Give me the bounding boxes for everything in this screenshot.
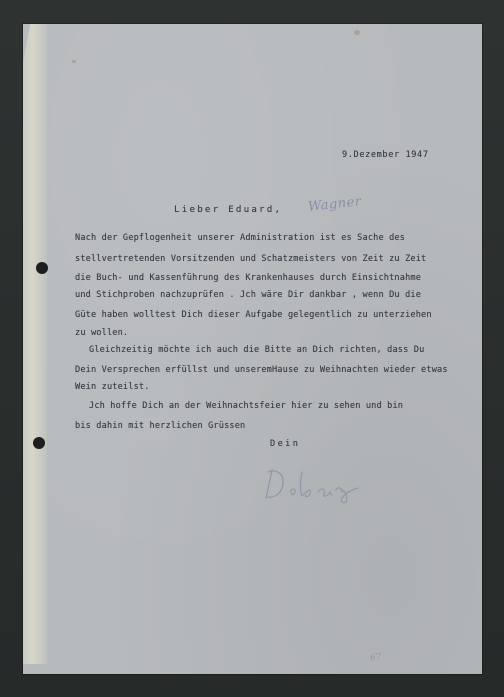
body-line: Nach der Gepflogenheit unserer Administration ist es Sache des [75, 233, 406, 243]
handwritten-signature [262, 462, 372, 504]
body-line: bis dahin mit herzlichen Grüssen [75, 421, 246, 431]
pencil-note: 67 [369, 652, 383, 664]
body-line: Wein zuteilst. [75, 382, 150, 392]
handwritten-surname: Wagner [307, 194, 363, 215]
letter-closing: Dein [270, 439, 301, 449]
body-line: Güte haben wolltest Dich dieser Aufgabe gelegentlich zu unterziehen [75, 310, 432, 320]
body-line: stellvertretenden Vorsitzenden und Schatzmeisters von Zeit zu Zeit [75, 254, 427, 264]
paper-fold-edge [23, 24, 47, 664]
body-line: Gleichzeitig möchte ich auch die Bitte an Dich richten, dass Du [89, 345, 425, 355]
paper-stain [72, 60, 76, 63]
paper-stain [354, 30, 360, 35]
letter-salutation: Lieber Eduard, [174, 204, 283, 215]
punch-hole [33, 437, 45, 449]
body-line: und Stichproben nachzuprüfen . Jch wäre Dir dankbar , wenn Du die [75, 290, 422, 300]
punch-hole [36, 262, 48, 274]
body-line: Dein Versprechen erfüllst und unseremHause zu Weihnachten wieder etwas [75, 365, 448, 375]
body-line: die Buch- und Kassenführung des Krankenhauses durch Einsichtnahme [75, 273, 422, 283]
letter-date: 9.Dezember 1947 [342, 150, 429, 160]
body-line: zu wollen. [75, 328, 129, 338]
body-line: Jch hoffe Dich an der Weihnachtsfeier hier zu sehen und bin [89, 401, 404, 411]
